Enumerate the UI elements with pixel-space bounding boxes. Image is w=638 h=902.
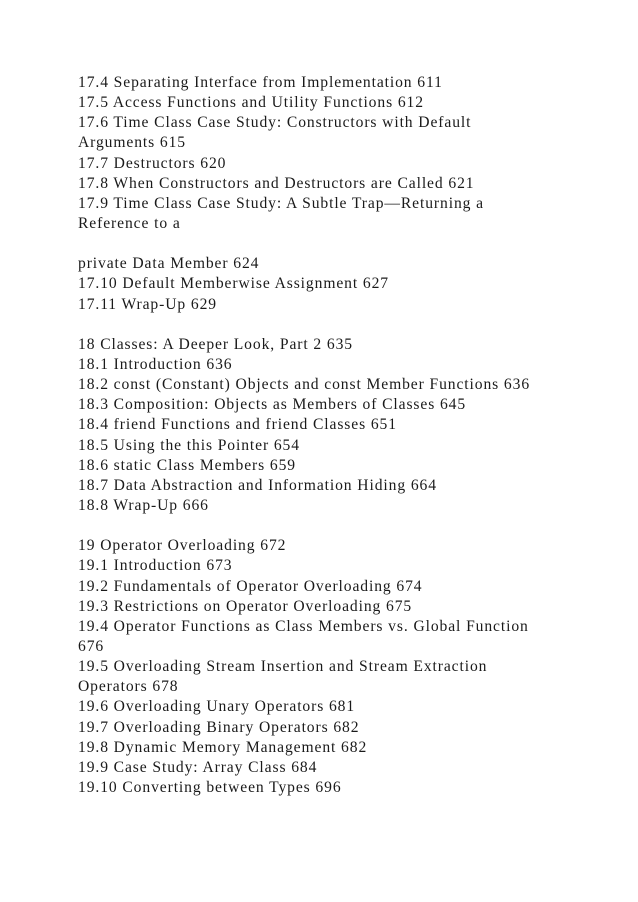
toc-line: 676: [78, 637, 105, 655]
blank-line: [78, 516, 623, 536]
toc-line: Operators 678: [78, 678, 179, 696]
toc-line: private Data Member 624: [78, 255, 260, 273]
toc-line: 18.4 friend Functions and friend Classes 651: [78, 416, 397, 434]
toc-line: 19.2 Fundamentals of Operator Overloading 674: [78, 577, 423, 595]
toc-line: 18.1 Introduction 636: [78, 355, 233, 373]
table-of-contents: [78, 73, 623, 798]
toc-line: 17.6 Time Class Case Study: Constructors with Default: [78, 114, 472, 132]
toc-line: 18.5 Using the this Pointer 654: [78, 436, 300, 454]
toc-line: 18.3 Composition: Objects as Members of Classes 645: [78, 396, 467, 414]
blank-line: [78, 234, 623, 254]
toc-line: 18.7 Data Abstraction and Information Hiding 664: [78, 476, 437, 494]
toc-line: 18.6 static Class Members 659: [78, 456, 296, 474]
chapter-heading: 19 Operator Overloading 672: [78, 537, 287, 555]
toc-line: 17.7 Destructors 620: [78, 154, 227, 172]
toc-line: 19.1 Introduction 673: [78, 557, 233, 575]
toc-line: 19.4 Operator Functions as Class Members vs. Global Function: [78, 617, 529, 635]
blank-line: [78, 315, 623, 335]
toc-line: 17.9 Time Class Case Study: A Subtle Trap—Returning a: [78, 194, 484, 212]
toc-line: Reference to a: [78, 214, 181, 232]
toc-line: 19.9 Case Study: Array Class 684: [78, 758, 318, 776]
toc-line: 19.8 Dynamic Memory Management 682: [78, 738, 368, 756]
toc-line: 19.3 Restrictions on Operator Overloading 675: [78, 597, 413, 615]
toc-line: 19.7 Overloading Binary Operators 682: [78, 718, 360, 736]
toc-line: 18.2 const (Constant) Objects and const Member Functions 636: [78, 376, 531, 394]
toc-line: 17.5 Access Functions and Utility Functions 612: [78, 94, 424, 112]
toc-line: 19.10 Converting between Types 696: [78, 778, 342, 796]
toc-line: 18.8 Wrap-Up 666: [78, 496, 209, 514]
toc-line: 17.8 When Constructors and Destructors are Called 621: [78, 174, 475, 192]
toc-line: 17.11 Wrap-Up 629: [78, 295, 217, 313]
toc-line: 19.5 Overloading Stream Insertion and Stream Extraction: [78, 658, 488, 676]
toc-line: 17.10 Default Memberwise Assignment 627: [78, 275, 389, 293]
chapter-heading: 18 Classes: A Deeper Look, Part 2 635: [78, 335, 353, 353]
toc-line: 19.6 Overloading Unary Operators 681: [78, 698, 356, 716]
toc-line: 17.4 Separating Interface from Implementation 611: [78, 74, 443, 91]
toc-line: Arguments 615: [78, 134, 187, 152]
